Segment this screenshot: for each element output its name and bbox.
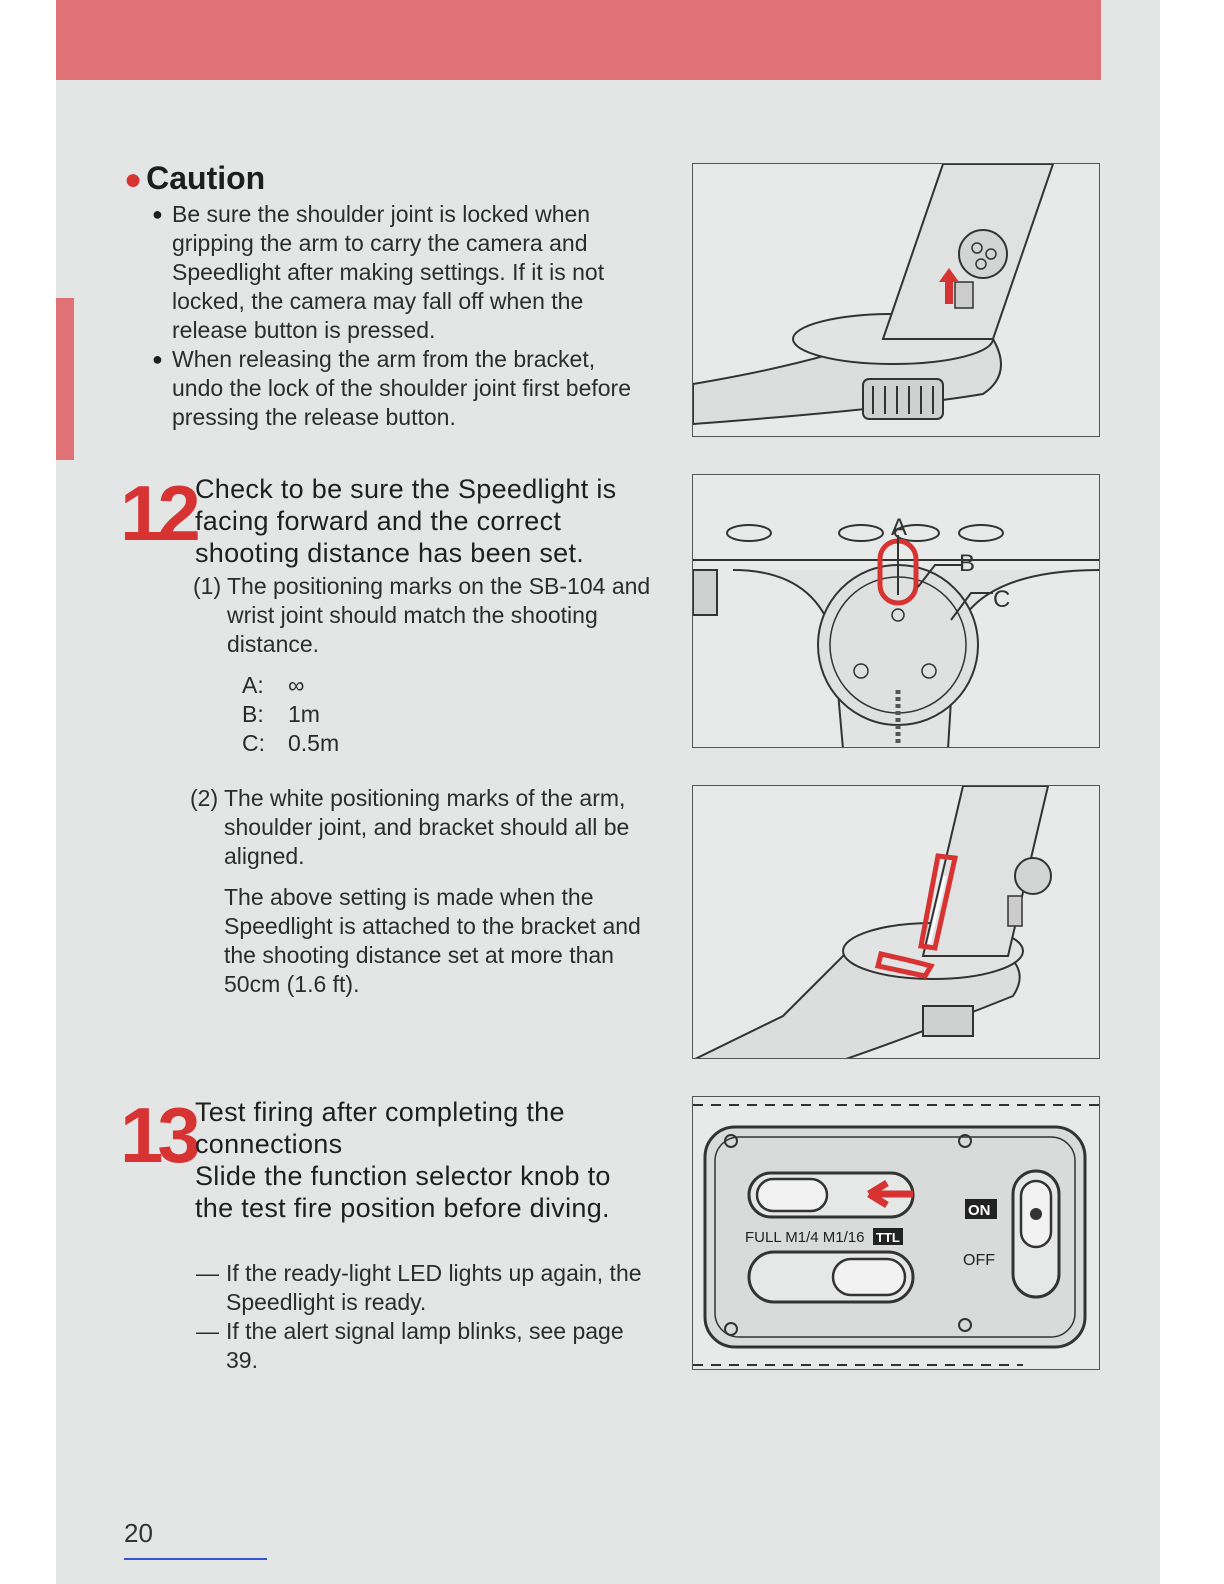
- figure-shoulder-joint: [692, 163, 1100, 437]
- list-item: — If the alert signal lamp blinks, see page 39.: [196, 1318, 624, 1373]
- figure-function-selector: [692, 1096, 1100, 1370]
- figure-wrist-joint: [692, 474, 1100, 748]
- on-label: ON: [968, 1202, 991, 1219]
- mode-labels: FULL M1/4 M1/16: [745, 1229, 865, 1246]
- header-color-band: [56, 0, 1101, 80]
- distance-row: A: ∞: [242, 672, 305, 698]
- caution-item: ● When releasing the arm from the bracket, undo the lock of the shoulder joint first before pressing the release button.: [152, 346, 632, 430]
- page-number: 20: [124, 1518, 153, 1548]
- section-side-tab: [56, 298, 74, 460]
- step-12-note: The above setting is made when the Speedlight is attached to the bracket and the shooting distance set at more than 50cm (1.6 ft).: [224, 884, 641, 997]
- distance-row: C: 0.5m: [242, 730, 340, 756]
- step-12-sub2: (2) The white positioning marks of the arm, shoulder joint, and bracket should all be aligned.: [190, 785, 630, 869]
- bracket-alignment-illustration: [693, 786, 1100, 1059]
- bullet-icon: ●: [152, 349, 163, 369]
- function-selector-illustration: [693, 1097, 1100, 1370]
- label-b: B: [959, 550, 976, 577]
- list-item: — If the ready-light LED lights up again, the Speedlight is ready.: [196, 1260, 642, 1315]
- off-label: OFF: [963, 1252, 995, 1269]
- figure-bracket-alignment: [692, 785, 1100, 1059]
- ttl-label: TTL: [876, 1230, 900, 1245]
- wrist-joint-illustration: [693, 475, 1100, 748]
- caution-item: ● Be sure the shoulder joint is locked when gripping the arm to carry the camera and Speedlight after making settings. If it is not locked, the camera may fall off when the release button is pressed.: [152, 201, 605, 343]
- caution-list: [152, 200, 652, 432]
- caution-bullet-icon: ●: [124, 163, 143, 196]
- label-a: A: [891, 514, 908, 541]
- step-13-number: 13: [120, 1091, 195, 1179]
- distance-row: B: 1m: [242, 701, 320, 727]
- caution-heading: ● Caution: [124, 160, 266, 196]
- shoulder-joint-illustration: [693, 164, 1100, 437]
- distance-table: [242, 671, 339, 758]
- step-12-heading: Check to be sure the Speedlight is facing forward and the correct shooting distance has been set.: [195, 474, 617, 568]
- step-12-sub1: (1) The positioning marks on the SB-104 and wrist joint should match the shooting distance.: [193, 573, 651, 657]
- step-13-instruction: Slide the function selector knob to the test fire position before diving.: [195, 1161, 611, 1223]
- label-c: C: [993, 586, 1011, 613]
- step-12-number: 12: [120, 469, 195, 557]
- step-13-list: [196, 1259, 656, 1375]
- step-13-heading: Test firing after completing the connections: [195, 1097, 565, 1159]
- footer-rule: [124, 1558, 267, 1560]
- bullet-icon: ●: [152, 204, 163, 224]
